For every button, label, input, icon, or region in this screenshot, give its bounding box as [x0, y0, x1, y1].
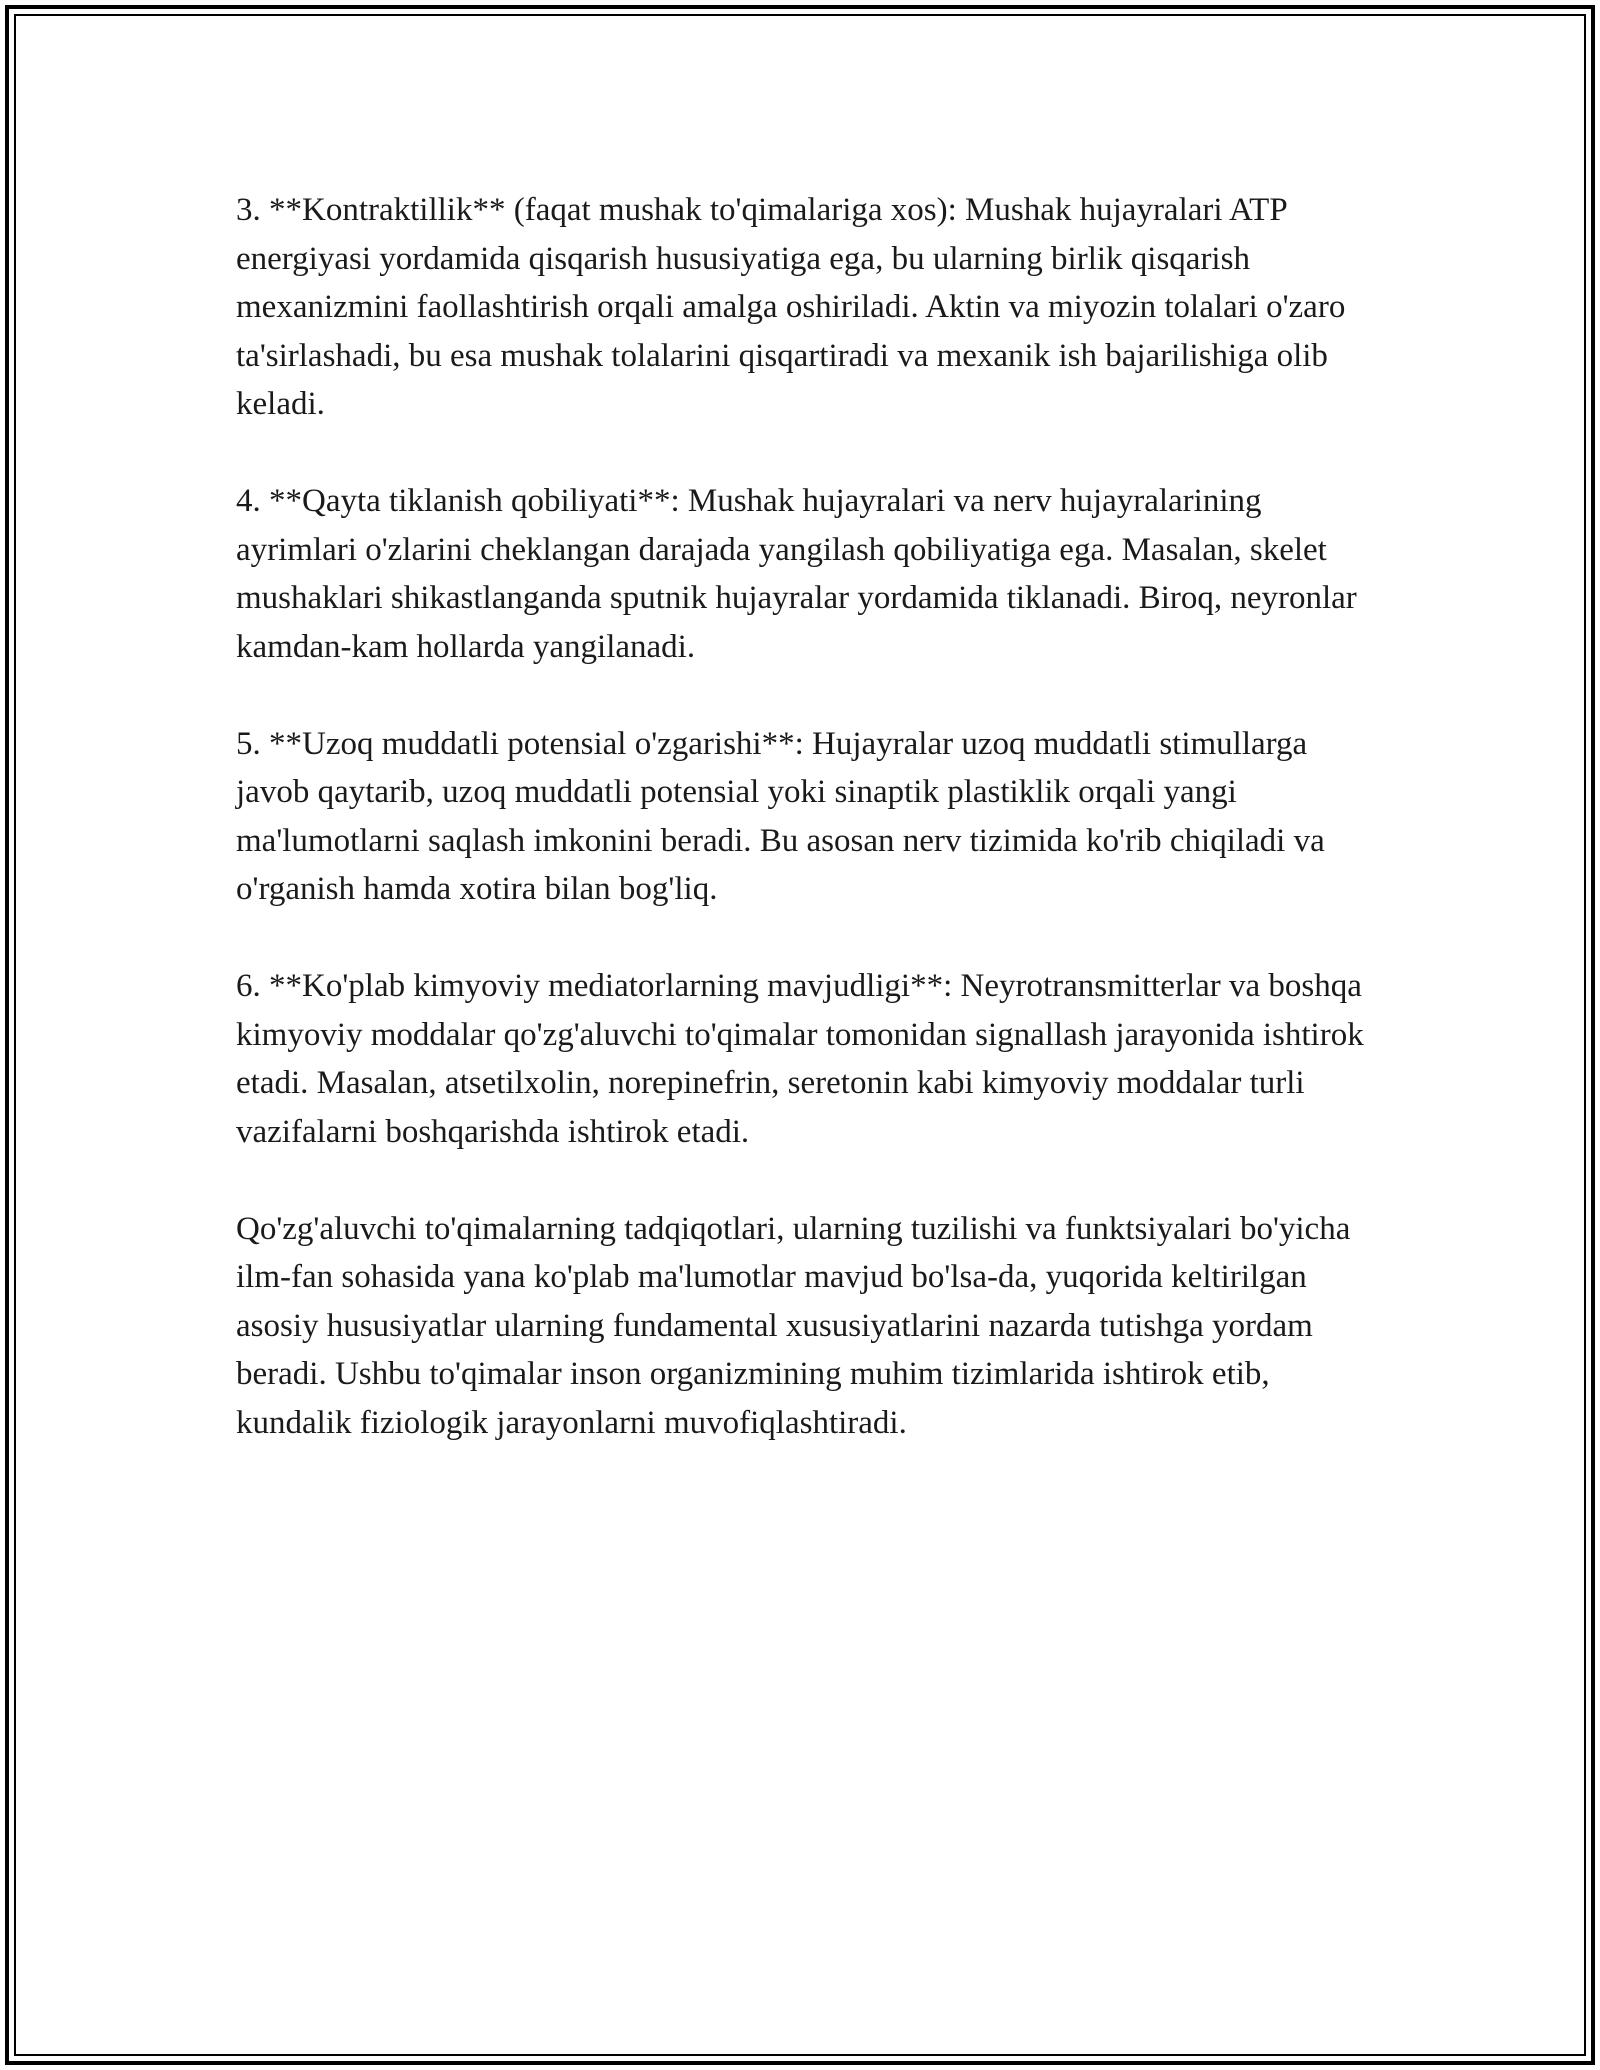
paragraph-regeneration: 4. **Qayta tiklanish qobiliyati**: Mushak hujayralari va nerv hujayralarining ayrimlari o'zlarini cheklangan darajada yangilash qobiliyatiga ega. Masalan, skelet mushaklari shikastlanganda sputnik hujayralar yordamida tiklanadi. Biroq, neyronlar kamdan-kam hollarda yangilanadi. — [236, 483, 1357, 665]
paragraph-chemical-mediators: 6. **Ko'plab kimyoviy mediatorlarning mavjudligi**: Neyrotransmitterlar va boshqa kimyoviy moddalar qo'zg'aluvchi to'qimalar tomonidan signallash jarayonida ishtirok etadi. Masalan, atsetilxolin, norepinefrin, seretonin kabi kimyoviy moddalar turli vazifalarni boshqarishda ishtirok etadi. — [236, 968, 1364, 1150]
paragraph-conclusion: Qo'zg'aluvchi to'qimalarning tadqiqotlari, ularning tuzilishi va funktsiyalari bo'yicha ilm-fan sohasida yana ko'plab ma'lumotlar mavjud bo'lsa-da, yuqorida keltirilgan asosiy hususiyatlar ularning fundamental xususiyatlarini nazarda tutishga yordam beradi. Ushbu to'qimalar inson organizmining muhim tizimlarida ishtirok etib, kundalik fiziologik jarayonlarni muvofiqlashtiradi. — [236, 1210, 1351, 1441]
paragraph-long-term-potentiation: 5. **Uzoq muddatli potensial o'zgarishi**: Hujayralar uzoq muddatli stimullarga javob qaytarib, uzoq muddatli potensial yoki sinaptik plastiklik orqali yangi ma'lumotlarni saqlash imkonini beradi. Bu asosan nerv tizimida ko'rib chiqiladi va o'rganish hamda xotira bilan bog'liq. — [236, 725, 1325, 907]
paragraph-contractility: 3. **Kontraktillik** (faqat mushak to'qimalariga xos): Mushak hujayralari ATP energiyasi yordamida qisqarish hususiyatiga ega, bu ularning birlik qisqarish mexanizmini faollashtirish orqali amalga oshiriladi. Aktin va miyozin tolalari o'zaro ta'sirlashadi, bu esa mushak tolalarini qisqartiradi va mexanik ish bajarilishiga olib keladi. — [236, 192, 1346, 422]
document-body — [236, 186, 1376, 1496]
